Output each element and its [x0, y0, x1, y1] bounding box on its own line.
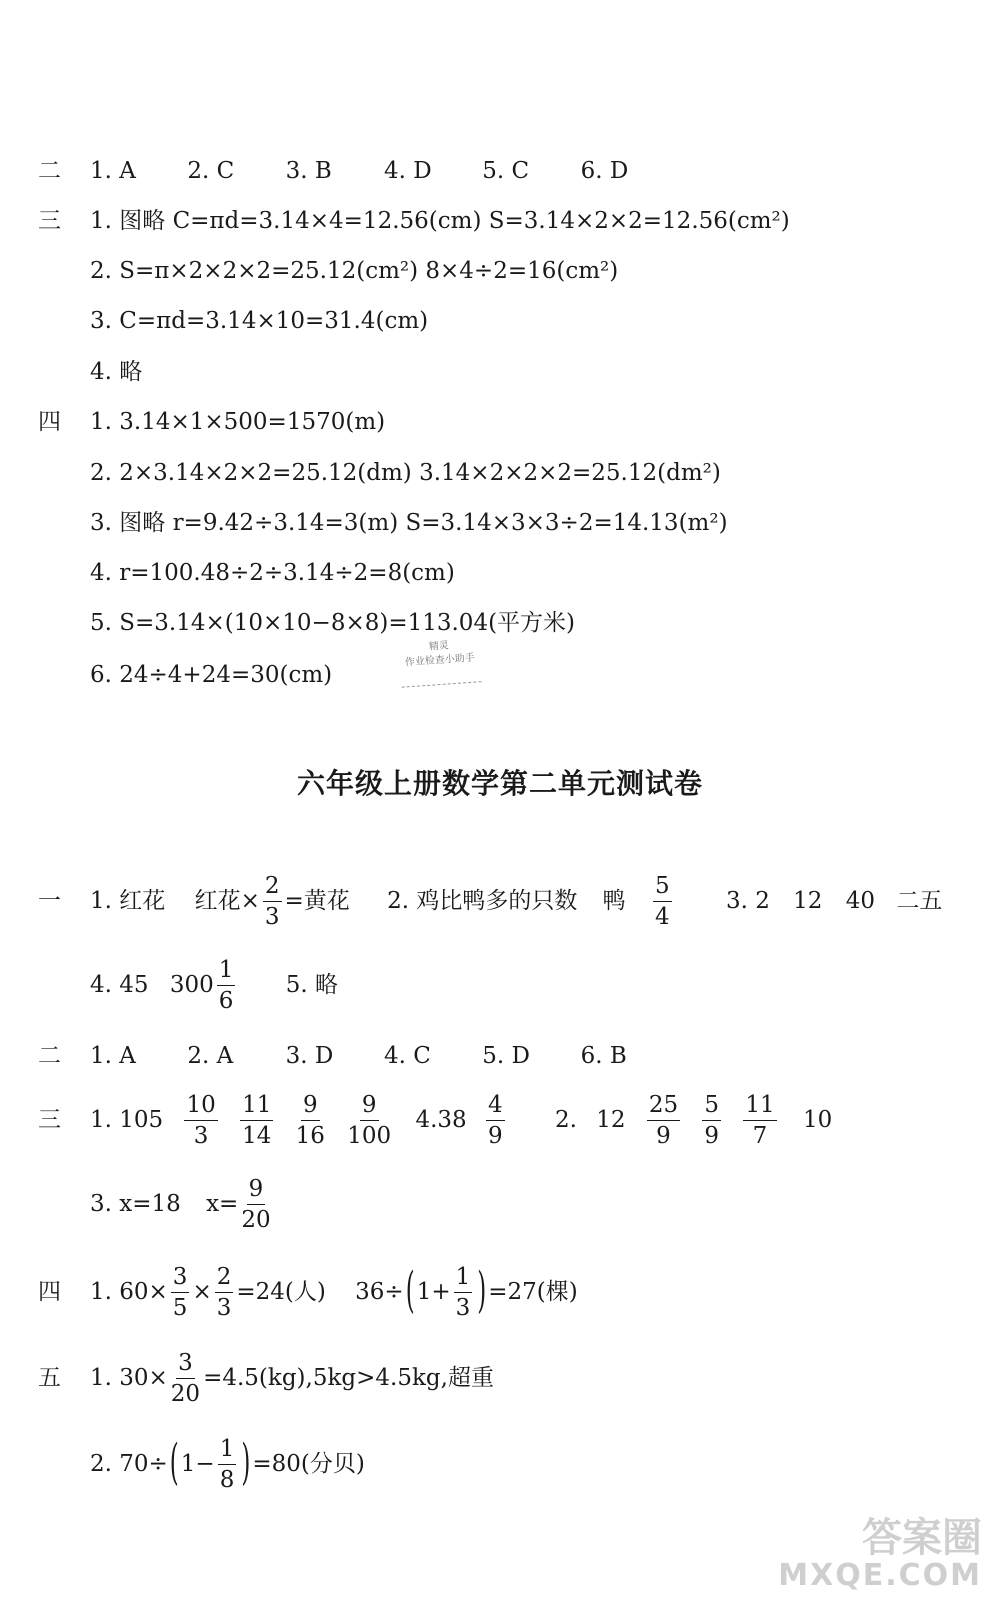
answer-text: 300	[169, 972, 214, 998]
numerator: 11	[240, 1094, 273, 1121]
answer-text: 2.	[554, 1107, 577, 1133]
answer-text: 二五	[896, 888, 943, 914]
answer-line	[90, 1349, 494, 1407]
answer-text: 36÷	[355, 1279, 404, 1305]
numerator: 1	[218, 1438, 237, 1465]
choice-item: 5. C	[482, 158, 530, 184]
watermark-logo	[778, 1516, 982, 1592]
fraction	[263, 875, 282, 929]
answer-text: =24(人)	[236, 1279, 326, 1305]
fraction	[653, 875, 672, 929]
answer-line	[90, 1263, 578, 1321]
denominator: 3	[216, 1295, 232, 1321]
numerator: 11	[743, 1094, 776, 1121]
fraction	[171, 1352, 200, 1406]
choice-item: 1. A	[90, 1043, 136, 1069]
choice-item: 4. D	[383, 158, 432, 184]
fraction	[743, 1094, 776, 1148]
answer-text: 1. 红花	[90, 888, 166, 914]
choice-list	[90, 1041, 627, 1071]
answer-row-s2	[38, 156, 61, 186]
left-paren: (	[169, 1436, 179, 1492]
numerator: 1	[217, 959, 236, 986]
choice-item: 5. D	[482, 1043, 530, 1069]
answer-text: ×	[192, 1279, 212, 1305]
numerator: 9	[360, 1094, 379, 1121]
fraction	[184, 1094, 217, 1148]
section-label: 二	[38, 1043, 61, 1069]
denominator: 7	[752, 1123, 768, 1149]
choice-item: 6. B	[580, 1043, 627, 1069]
fraction	[647, 1094, 680, 1148]
fraction	[171, 1266, 190, 1320]
watermark-text: MXQE.COM	[778, 1558, 982, 1593]
answer-text: 3. 2	[725, 888, 770, 914]
answer-line	[90, 956, 338, 1014]
answer-text: 1. 105	[90, 1107, 164, 1133]
denominator: 9	[488, 1123, 503, 1149]
answer-line	[90, 1091, 832, 1149]
stamp-text: 精灵	[428, 640, 450, 653]
denominator: 100	[347, 1123, 392, 1149]
numerator: 3	[176, 1352, 195, 1379]
answer-text: 1. 60×	[90, 1279, 168, 1305]
fraction	[240, 1094, 273, 1148]
denominator: 20	[241, 1207, 271, 1233]
section-label: 四	[38, 1279, 61, 1305]
numerator: 9	[247, 1178, 266, 1205]
answer-text: 2. 70÷	[90, 1451, 168, 1477]
answer-line: 3. 图略 r=9.42÷3.14=3(m) S=3.14×3×3÷2=14.13(m²)	[90, 510, 728, 536]
fraction	[347, 1094, 391, 1148]
denominator: 9	[656, 1123, 671, 1149]
answer-text: 4.38	[415, 1107, 467, 1133]
choice-item: 6. D	[580, 158, 629, 184]
fraction	[218, 1438, 237, 1492]
answer-text: 1+	[416, 1279, 451, 1305]
watermark-text: 答案圈	[862, 1515, 982, 1561]
section-label: 一	[38, 888, 61, 914]
stamp-logo	[399, 637, 482, 687]
answer-text: 1. 30×	[90, 1365, 168, 1391]
numerator: 2	[263, 875, 282, 902]
choice-item: 3. D	[285, 1043, 334, 1069]
answer-text: =黄花	[284, 888, 350, 914]
right-paren: )	[241, 1436, 251, 1492]
section-label: 五	[38, 1365, 61, 1391]
denominator: 6	[218, 988, 234, 1014]
left-paren: (	[405, 1264, 415, 1320]
denominator: 3	[193, 1123, 209, 1149]
answer-line	[90, 872, 942, 930]
fraction	[217, 959, 236, 1013]
denominator: 9	[704, 1123, 720, 1149]
answer-text: 12	[596, 1107, 626, 1133]
section-label: 三	[38, 208, 61, 234]
denominator: 3	[455, 1295, 471, 1321]
choice-item: 2. C	[187, 158, 235, 184]
page-title: 六年级上册数学第二单元测试卷	[296, 767, 703, 800]
choice-item: 2. A	[187, 1043, 234, 1069]
answer-line: 2. 2×3.14×2×2=25.12(dm) 3.14×2×2×2=25.12(dm²)	[90, 460, 721, 486]
numerator: 1	[454, 1266, 473, 1293]
answer-text: 12	[793, 888, 823, 914]
fraction	[486, 1094, 505, 1148]
answer-line: 2. S=π×2×2×2=25.12(cm²) 8×4÷2=16(cm²)	[90, 258, 619, 284]
choice-item: 1. A	[90, 158, 136, 184]
answer-line	[90, 1435, 365, 1493]
answer-text: 5. 略	[285, 972, 338, 998]
section-label: 三	[38, 1107, 61, 1133]
denominator: 4	[654, 904, 670, 930]
numerator: 3	[171, 1266, 190, 1293]
choice-list	[90, 156, 628, 186]
answer-line	[90, 1175, 274, 1233]
section-label: 二	[38, 158, 61, 184]
fraction	[702, 1094, 721, 1148]
answer-text: 2. 鸡比鸭多的只数	[387, 888, 578, 914]
answer-text: 红花×	[194, 888, 260, 914]
right-paren: )	[477, 1264, 487, 1320]
answer-text: x=	[206, 1191, 239, 1217]
answer-line: 4. r=100.48÷2÷3.14÷2=8(cm)	[90, 560, 455, 586]
answer-text: 1−	[180, 1451, 215, 1477]
section-label: 四	[38, 409, 61, 435]
answer-text: =4.5(kg),5kg>4.5kg,超重	[203, 1365, 494, 1391]
answer-line: 3. C=πd=3.14×10=31.4(cm)	[90, 308, 429, 334]
fraction	[296, 1094, 325, 1148]
answer-line: 5. S=3.14×(10×10−8×8)=113.04(平方米)	[90, 610, 576, 636]
numerator: 4	[486, 1094, 505, 1121]
choice-item: 4. C	[383, 1043, 431, 1069]
numerator: 5	[702, 1094, 721, 1121]
answer-line: 1. 图略 C=πd=3.14×4=12.56(cm) S=3.14×2×2=12.56(cm²)	[90, 208, 790, 234]
answer-text: 4. 45	[90, 972, 149, 998]
denominator: 3	[264, 904, 280, 930]
answer-text: =80(分贝)	[252, 1451, 365, 1477]
answer-line: 1. 3.14×1×500=1570(m)	[90, 409, 386, 435]
denominator: 20	[170, 1381, 201, 1407]
answer-text: 鸭	[602, 888, 626, 914]
stamp-text: 作业检查小助手	[404, 652, 476, 669]
answer-text: 10	[802, 1107, 833, 1133]
answer-text: 3. x=18	[90, 1191, 181, 1217]
numerator: 9	[301, 1094, 320, 1121]
denominator: 16	[295, 1123, 325, 1149]
numerator: 5	[653, 875, 672, 902]
denominator: 8	[219, 1467, 235, 1493]
fraction	[215, 1266, 234, 1320]
numerator: 10	[184, 1094, 217, 1121]
denominator: 14	[242, 1123, 272, 1149]
fraction	[454, 1266, 473, 1320]
answer-text: 40	[845, 888, 876, 914]
answer-line: 4. 略	[90, 359, 143, 385]
denominator: 5	[172, 1295, 188, 1321]
numerator: 2	[215, 1266, 234, 1293]
fraction	[241, 1178, 270, 1232]
answer-line: 6. 24÷4+24=30(cm)	[90, 662, 333, 688]
choice-item: 3. B	[285, 158, 332, 184]
numerator: 25	[647, 1094, 680, 1121]
answer-text: =27(棵)	[488, 1279, 578, 1305]
